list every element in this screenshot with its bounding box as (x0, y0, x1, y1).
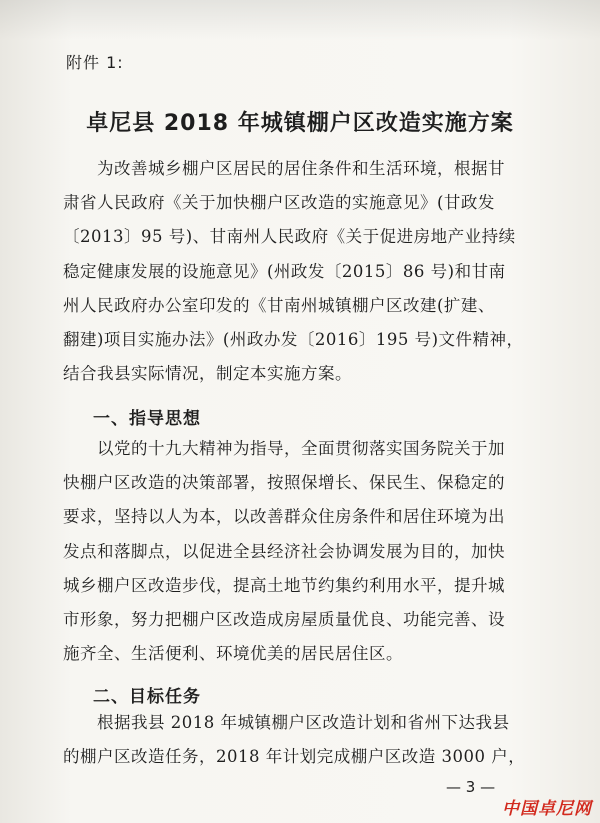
scan-shadow (0, 0, 600, 40)
paragraph-line: 施齐全、生活便利、环境优美的居民居住区。 (63, 644, 403, 664)
document-title: 卓尼县 2018 年城镇棚户区改造实施方案 (86, 111, 514, 136)
guiding-ideology-paragraph (63, 432, 543, 671)
paragraph-line: 翻建)项目实施办法》(州政办发〔2016〕195 号)文件精神， (63, 330, 524, 350)
attachment-label: 附件 1: (66, 53, 124, 72)
page-number: — 3 — (446, 778, 496, 796)
paragraph-line: 〔2013〕95 号)、甘南州人民政府《关于促进房地产业持续 (63, 227, 516, 247)
paragraph-line: 发点和落脚点，以促进全县经济社会协调发展为目的，加快 (63, 541, 505, 561)
paragraph-line: 肃省人民政府《关于加快棚户区改造的实施意见》(甘政发 (63, 193, 495, 213)
paragraph-line: 城乡棚户区改造步伐，提高土地节约集约利用水平，提升城 (63, 575, 505, 595)
paragraph-line: 快棚户区改造的决策部署，按照保增长、保民生、保稳定的 (63, 473, 505, 493)
section-heading-targets: 二、目标任务 (93, 687, 201, 707)
paragraph-line: 要求，坚持以人为本，以改善群众住房条件和居住环境为出 (63, 507, 505, 527)
paragraph-line: 为改善城乡棚户区居民的居住条件和生活环境，根据甘 (63, 159, 505, 178)
paragraph-line: 结合我县实际情况，制定本实施方案。 (63, 364, 352, 384)
section-heading-guiding-ideology: 一、指导思想 (93, 409, 201, 429)
paragraph-line: 州人民政府办公室印发的《甘南州城镇棚户区改建(扩建、 (63, 295, 495, 315)
paragraph-line: 市形象，努力把棚户区改造成房屋质量优良、功能完善、设 (63, 610, 505, 630)
paragraph-line: 根据我县 2018 年城镇棚户区改造计划和省州下达我县 (63, 713, 510, 732)
intro-paragraph (63, 152, 543, 391)
site-watermark: 中国卓尼网 (502, 799, 592, 819)
paragraph-line: 稳定健康发展的设施意见》(州政发〔2015〕86 号)和甘南 (63, 261, 506, 281)
paragraph-line: 以党的十九大精神为指导，全面贯彻落实国务院关于加 (63, 439, 505, 458)
paragraph-line: 的棚户区改造任务，2018 年计划完成棚户区改造 3000 户， (63, 747, 526, 767)
targets-paragraph (63, 706, 543, 774)
